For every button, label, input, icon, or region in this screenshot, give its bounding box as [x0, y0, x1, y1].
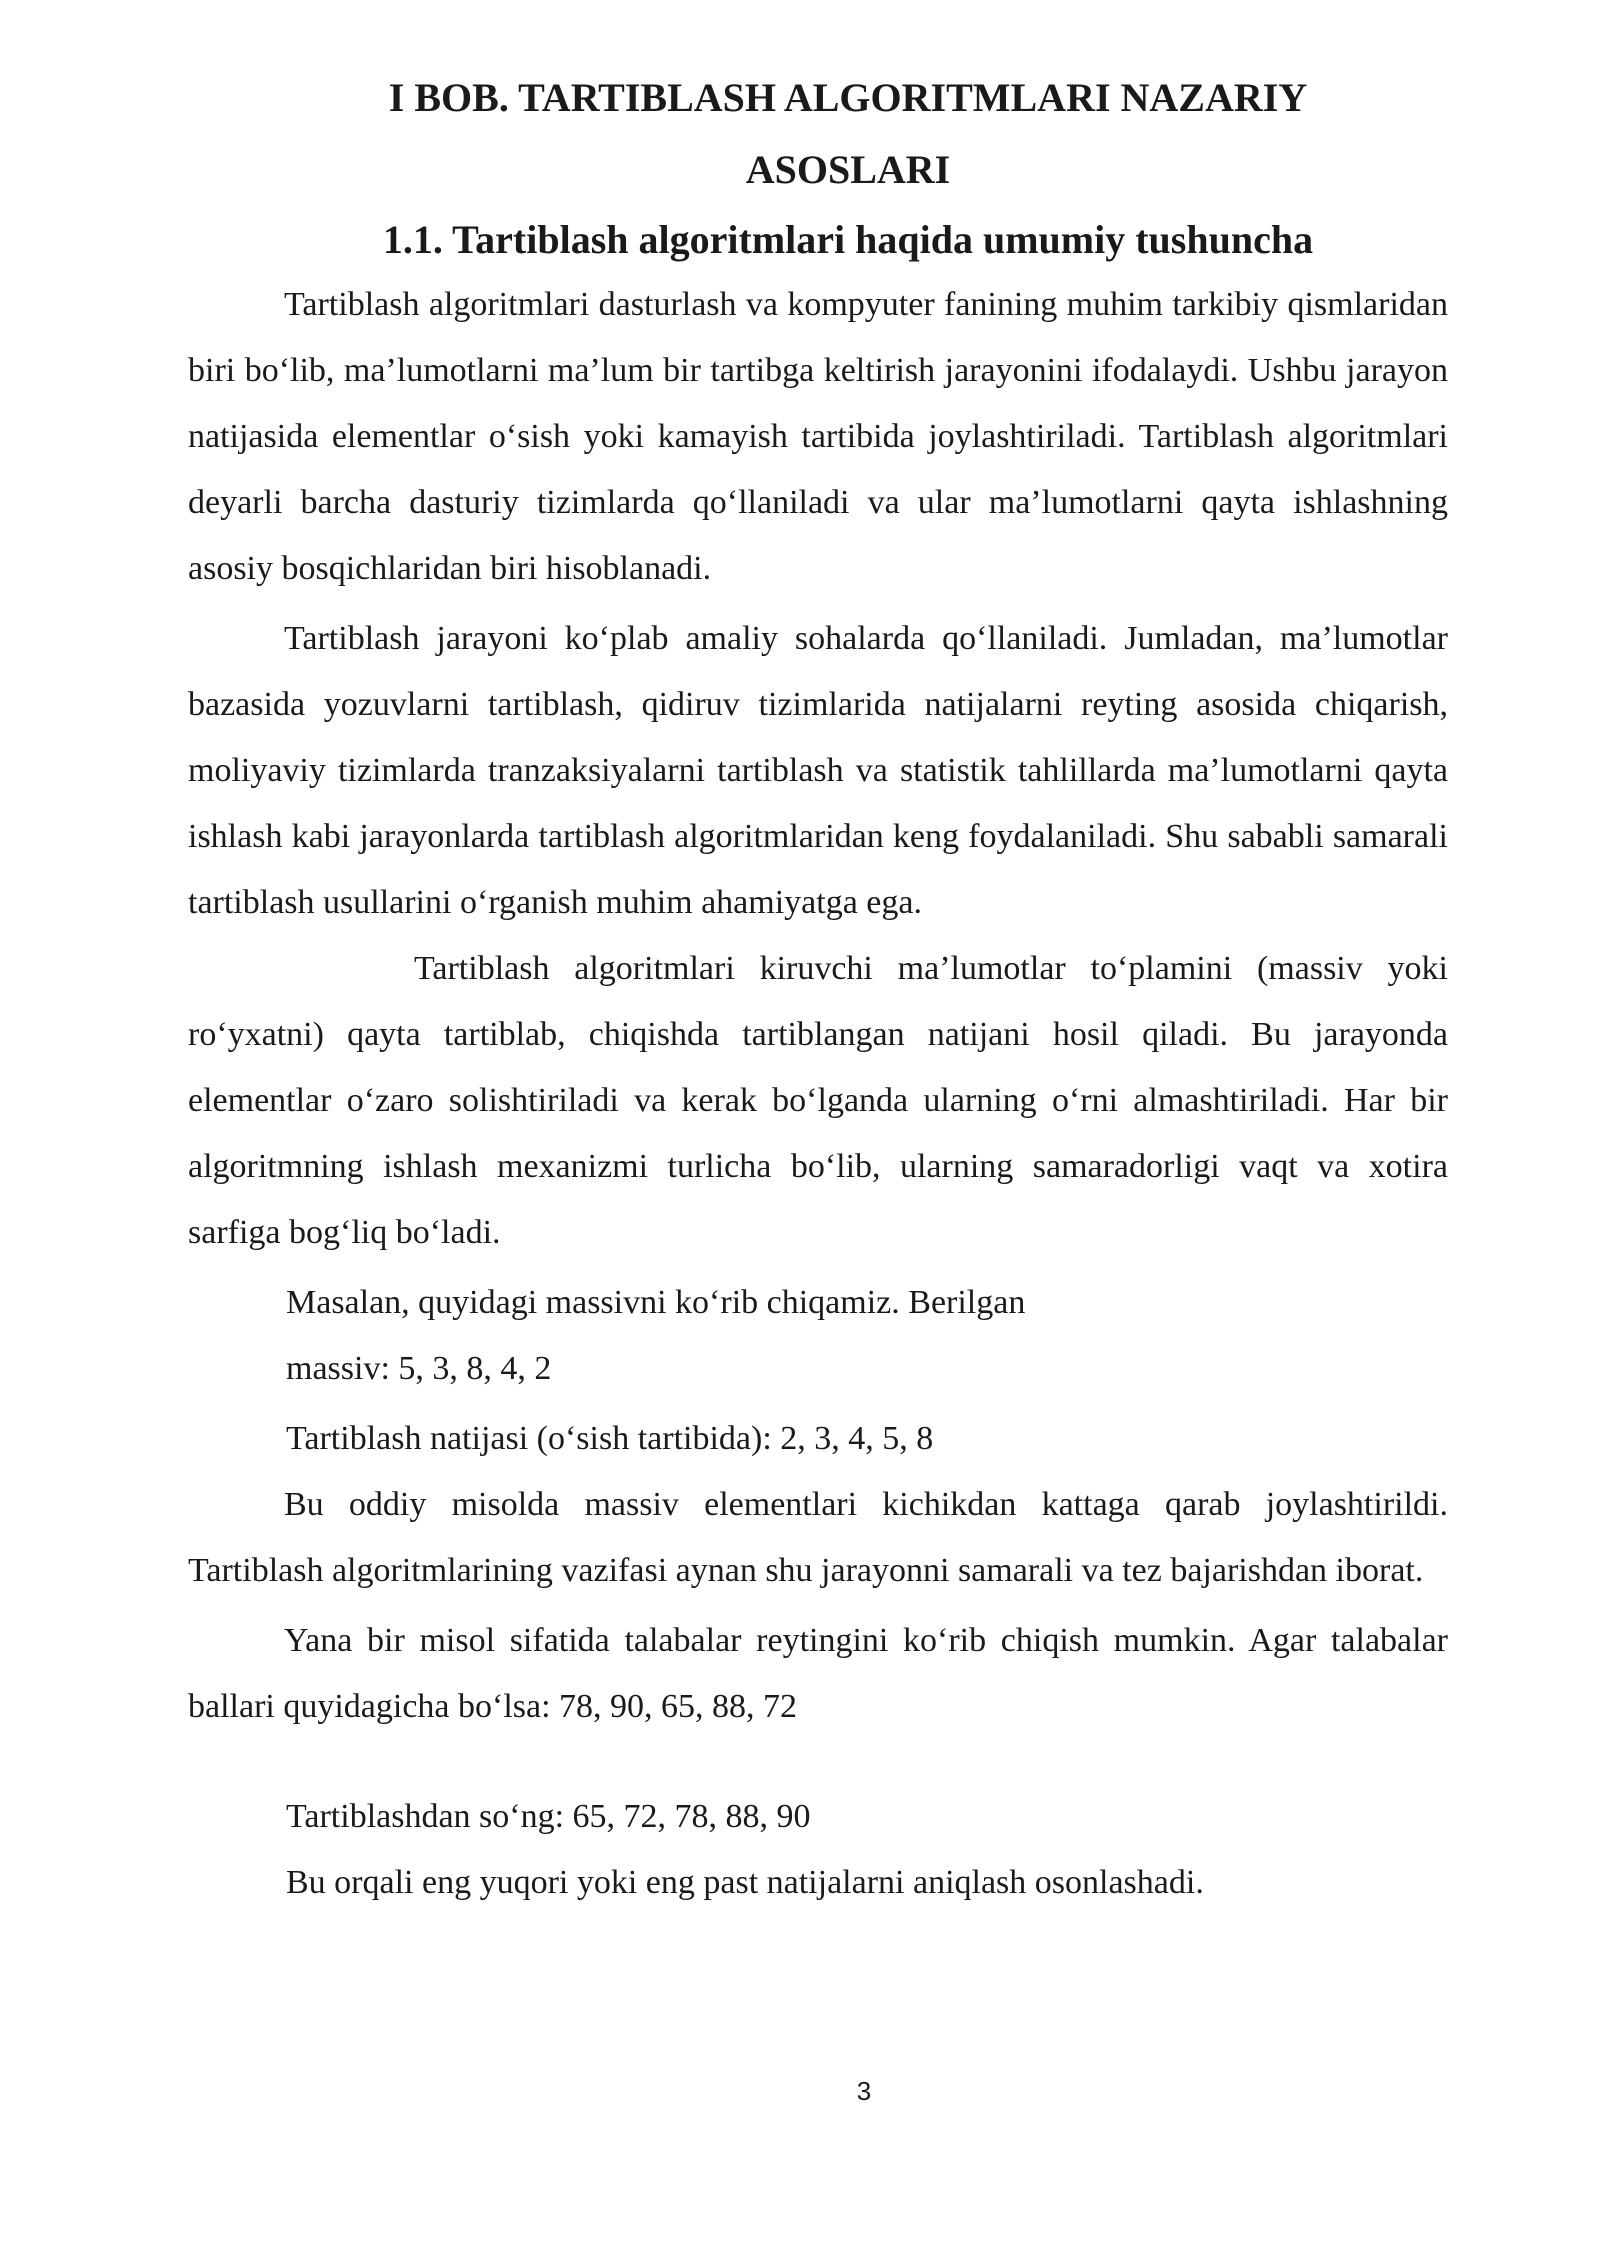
chapter-title-line2: ASOSLARI: [745, 147, 951, 192]
chapter-title: [188, 62, 1448, 206]
section-title: 1.1. Tartiblash algoritmlari haqida umumiy tushuncha: [382, 217, 1314, 262]
example-array-line: massiv: 5, 3, 8, 4, 2: [286, 1350, 552, 1387]
paragraph-students: Yana bir misol sifatida talabalar reytingini ko‘rib chiqish mumkin. Agar talabalar ballari quyidagicha bo‘lsa: 78, 90, 65, 88, 72: [188, 1622, 1448, 1725]
chapter-title-line1: I BOB. TARTIBLASH ALGORITMLARI NAZARIY: [388, 75, 1308, 120]
paragraph-applications: Tartiblash jarayoni ko‘plab amaliy sohalarda qo‘llaniladi. Jumladan, ma’lumotlar bazasida yozuvlarni tartiblash, qidiruv tizimlarida natijalarni reyting asosida chiqarish, moliyaviy tizimlarda tranzaksiyalarni tartiblash va statistik tahlillarda ma’lumotlarni qayta ishlash kabi jarayonlarda tartiblash algoritmlaridan keng foydalaniladi. Shu sababli samarali tartiblash usullarini o‘rganish muhim ahamiyatga ega.: [188, 620, 1448, 921]
example-result-line: Tartiblash natijasi (o‘sish tartibida): 2, 3, 4, 5, 8: [286, 1420, 934, 1457]
paragraph-intro: Tartiblash algoritmlari dasturlash va kompyuter fanining muhim tarkibiy qismlaridan biri bo‘lib, ma’lumotlarni ma’lum bir tartibga keltirish jarayonini ifodalaydi. Ushbu jarayon natijasida elementlar o‘sish yoki kamayish tartibida joylashtiriladi. Tartiblash algoritmlari deyarli barcha dasturiy tizimlarda qo‘llaniladi va ular ma’lumotlarni qayta ishlashning asosiy bosqichlaridan biri hisoblanadi.: [188, 286, 1448, 587]
paragraph-after-example: Bu oddiy misolda massiv elementlari kichikdan kattaga qarab joylashtirildi. Tartiblash algoritmlarining vazifasi aynan shu jarayonni samarali va tez bajarishdan iborat.: [188, 1486, 1448, 1589]
example-intro-line: Masalan, quyidagi massivni ko‘rib chiqamiz. Berilgan: [286, 1284, 1026, 1321]
students-sorted-line: Tartiblashdan so‘ng: 65, 72, 78, 88, 90: [286, 1798, 811, 1835]
closing-line: Bu orqali eng yuqori yoki eng past natijalarni aniqlash osonlashadi.: [286, 1864, 1204, 1901]
page-content: [188, 62, 1448, 1916]
paragraph-mechanism: Tartiblash algoritmlari kiruvchi ma’lumotlar to‘plamini (massiv yoki ro‘yxatni) qayta tartiblab, chiqishda tartiblangan natijani hosil qiladi. Bu jarayonda elementlar o‘zaro solishtiriladi va kerak bo‘lganda ularning o‘rni almashtiriladi. Har bir algoritmning ishlash mexanizmi turlicha bo‘lib, ularning samaradorligi vaqt va xotira sarfiga bog‘liq bo‘ladi.: [188, 950, 1448, 1251]
page-number: 3: [856, 2076, 872, 2106]
